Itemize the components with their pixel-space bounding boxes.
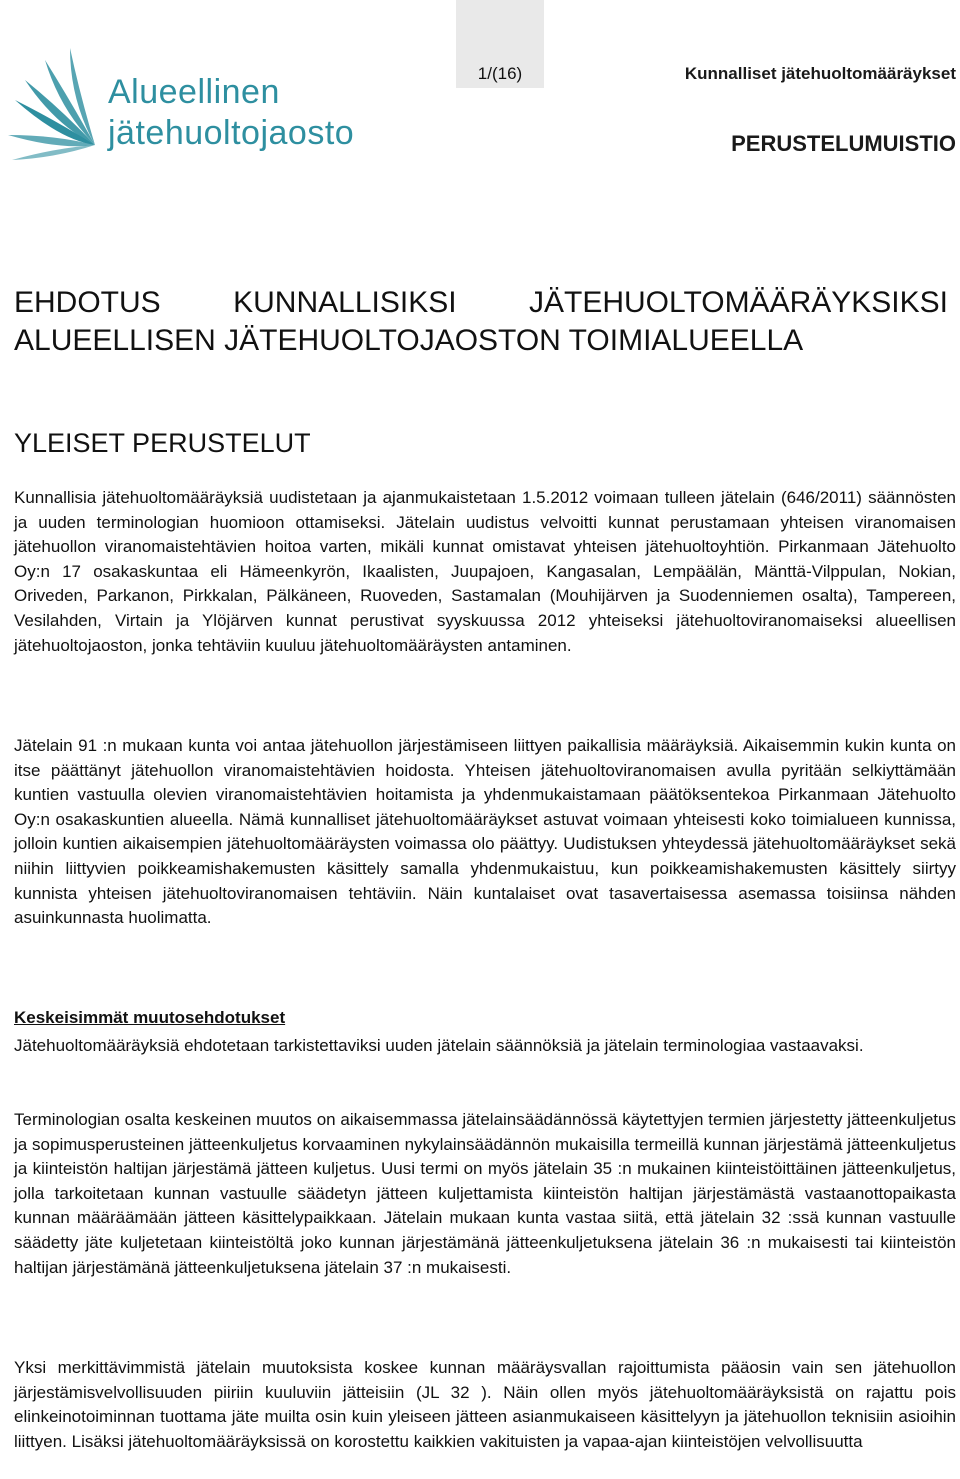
paragraph (14, 486, 956, 658)
paragraph-text: Jätelain 91 :n mukaan kunta voi antaa jätehuollon järjestämiseen liittyen paikallisia määräyksiä. Aikaisemmin kukin kunta on itse päättänyt jätehuollon viranomaistehtävien hoidosta. Yhteisen jätehuoltoviranomaisen avulla pyritään selkiyttämään kuntien vastuulla olevien viranomaistehtävien hoitamista ja yhdenmukaistamaan päätöksentekoa Pirkanmaan Jätehuolto Oy:n osakaskuntien alueella. Nämä kunnalliset jätehuoltomääräykset astuvat voimaan yhteisesti koko toimialueen kunnissa, jolloin kuntien aikaisempien jätehuoltomääräysten voimassa olo päättyy. Uudistuksen yhteydessä jätehuoltomääräykset sekä niihin liittyvien poikkeamishakemusten käsittely samalla yhdenmukaistuu, kun poikkeamishakemusten käsittely siirtyy kunnista yhteisen jätehuoltoviranomaisen tehtäviin. Näin kuntalaiset ovat tasavertaisessa asemassa toisiinsa nähden asuinkunnasta huolimatta. (14, 736, 956, 928)
paragraph (14, 1108, 956, 1280)
page-number: 1/(16) (477, 64, 523, 83)
section-heading: YLEISET PERUSTELUT (14, 428, 311, 458)
fan-logo-icon (0, 40, 110, 160)
logo-text-line2: jätehuoltojaosto (108, 114, 355, 152)
paragraph (14, 734, 956, 931)
title-line1 (14, 284, 948, 322)
paragraph-text: Yksi merkittävimmistä jätelain muutoksista koskee kunnan määräysvallan rajoittumista pääosin vain sen jätehuollon järjestämisvelvollisuuden piiriin kuuluviin jätteisiin (JL 32 ). Näin ollen myös jätehuoltomääräyksistä on rajattu pois elinkeinotoiminnan tuottama jäte muilta osin kuin yleiseen jätteen asianmukaiseen käsittelyyn ja jätehuollon teknisiin asioihin liittyen. Lisäksi jätehuoltomääräyksissä on korostettu kaikkien vakituisten ja vapaa-ajan kiinteistöjen velvollisuutta (14, 1358, 956, 1451)
paragraph-text: Kunnallisia jätehuoltomääräyksiä uudistetaan ja ajanmukaistetaan 1.5.2012 voimaan tulleen jätelain (646/2011) säännösten ja uuden terminologian huomioon ottamiseksi. Jätelain uudistus velvoitti kunnat perustamaan yhteisen viranomaisen jätehuollon viranomaistehtävien hoitoa varten, mikäli kunnat omistavat yhteisen jätehuoltoyhtiön. Pirkanmaan Jätehuolto Oy:n 17 osakaskuntaa eli Hämeenkyrön, Ikaalisten, Juupajoen, Kangasalan, Lempäälän, Mänttä-Vilppulan, Nokian, Oriveden, Parkanon, Pirkkalan, Pälkäneen, Ruoveden, Sastamalan (Mouhijärven ja Suodenniemen osalta), Tampereen, Vesilahden, Virtain ja Ylöjärven kunnat perustivat syyskuussa 2012 yhteiseksi jätehuoltoviranomaiseksi alueellisen jätehuoltojaoston, jonka tehtäviin kuuluu jätehuoltomääräysten antaminen. (14, 488, 956, 655)
title-line2: ALUEELLISEN JÄTEHUOLTOJAOSTON TOIMIALUEELLA (14, 324, 804, 357)
title-word: KUNNALLISIKSI (233, 286, 457, 319)
logo-text-line1: Alueellinen (108, 73, 280, 111)
title-word: JÄTEHUOLTOMÄÄRÄYKSIKSI (528, 286, 948, 319)
paragraph-text: Terminologian osalta keskeinen muutos on aikaisemmassa jätelainsäädännössä käytettyjen termien järjestetty jätteenkuljetus ja sopimusperusteinen jätteenkuljetus korvaaminen nykylainsäädännön mukaisilla termeillä kunnan järjestämä jätteenkuljetus ja kiinteistön haltijan järjestämä jätteen kuljetus. Uusi termi on myös jätelain 35 :n mukainen kiinteistöittäinen jätteenkuljetus, jolla tarkoitetaan kunnan vastuulle säädetyn jätteen kuljettamista kiinteistön haltijan järjestämästä vastaanottopaikasta kunnan määräämään jätteen käsittelypaikkaan. Jätelain mukaan kunta vastaa siitä, että jätelain 32 :ssä kunnan vastuulle säädetty jäte kuljetetaan kiinteistöltä joko kunnan järjestämänä jätteenkuljetuksena jätelain 36 :n mukaisesti tai kiinteistön haltijan järjestämänä jätteenkuljetuksena jätelain 37 :n mukaisesti. (14, 1110, 956, 1277)
title-word: EHDOTUS (14, 286, 161, 319)
paragraph-text: Jätehuoltomääräyksiä ehdotetaan tarkistettaviksi uuden jätelain säännöksiä ja jätelain terminologiaa vastaavaksi. (14, 1036, 864, 1055)
paragraph (14, 1356, 956, 1454)
document-type: Kunnalliset jätehuoltomääräykset (684, 64, 956, 83)
document-title (14, 284, 948, 360)
memo-label: PERUSTELUMUISTIO (731, 131, 956, 156)
sub-heading: Keskeisimmät muutosehdotukset (14, 1008, 286, 1027)
organization-logo (0, 40, 360, 160)
paragraph (14, 1034, 956, 1059)
